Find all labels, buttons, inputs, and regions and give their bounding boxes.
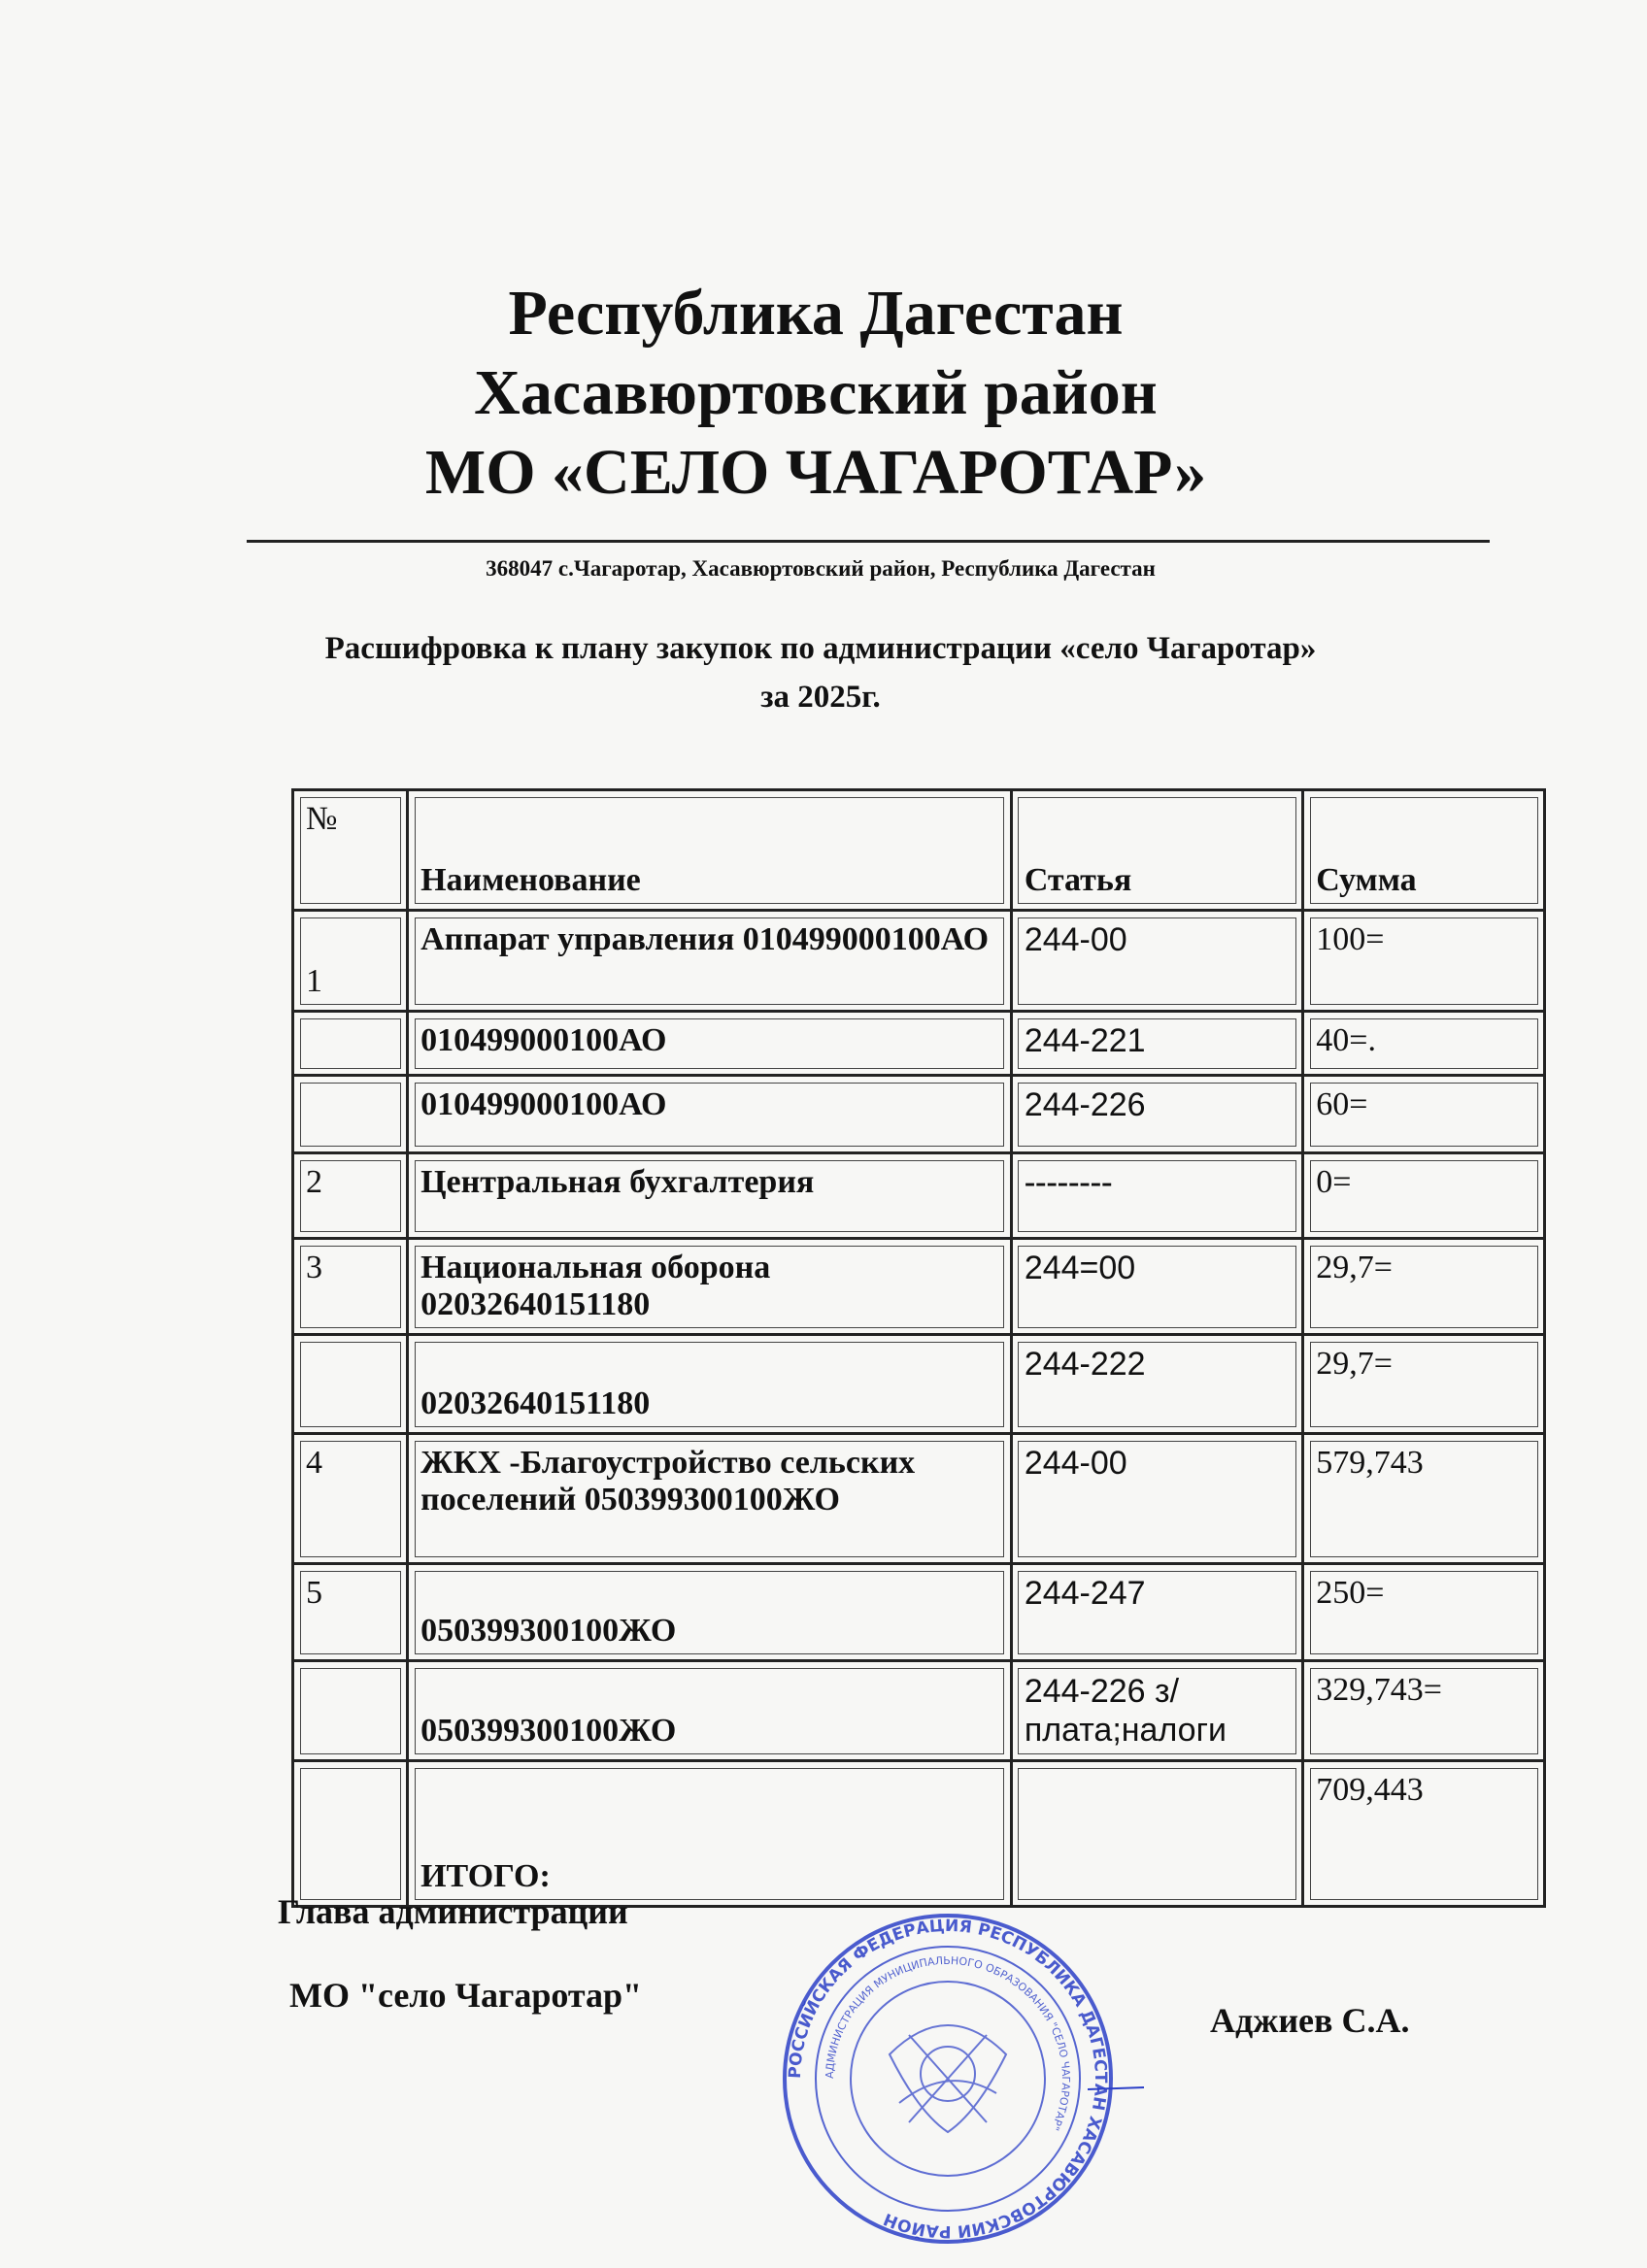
row-name: 02032640151180: [408, 1335, 1012, 1434]
row-name: 010499000100АО: [408, 1012, 1012, 1076]
table-row: [293, 1012, 1545, 1076]
table-row: [293, 1335, 1545, 1434]
letterhead-republic: Республика Дагестан: [508, 278, 1124, 349]
header-num: №: [293, 790, 408, 911]
row-name: ЖКХ -Благоустройство сельских поселений 050399300100ЖО: [408, 1434, 1012, 1564]
table-row: [293, 1239, 1545, 1335]
row-article: 244-221: [1011, 1012, 1302, 1076]
letterhead: [0, 274, 1631, 513]
signature-stroke: [1088, 2078, 1146, 2097]
document-title-line2: за 2025г.: [760, 680, 881, 715]
letterhead-address: 368047 с.Чагаротар, Хасавюртовский район, Республика Дагестан: [486, 556, 1156, 581]
row-num: [293, 1076, 408, 1153]
row-article: 244-226 з/плата;налоги: [1011, 1661, 1302, 1761]
total-label: ИТОГО:: [408, 1761, 1012, 1907]
row-sum: 329,743=: [1303, 1661, 1545, 1761]
table-row: [293, 1564, 1545, 1661]
row-name: Аппарат управления 010499000100АО: [408, 911, 1012, 1012]
row-name: Национальная оборона 02032640151180: [408, 1239, 1012, 1335]
row-num: 5: [293, 1564, 408, 1661]
letterhead-divider: [247, 540, 1490, 543]
table-row: [293, 1434, 1545, 1564]
row-article: 244-222: [1011, 1335, 1302, 1434]
row-sum: 250=: [1303, 1564, 1545, 1661]
document-title-line1: Расшифровка к плану закупок по администрации «село Чагаротар»: [324, 631, 1317, 666]
table-row: [293, 911, 1545, 1012]
row-sum: 60=: [1303, 1076, 1545, 1153]
row-article: 244-247: [1011, 1564, 1302, 1661]
row-num: [293, 1661, 408, 1761]
row-article: 244-00: [1011, 911, 1302, 1012]
signature-name: Аджиев С.А.: [1210, 2001, 1410, 2040]
signature-org: МО "село Чагаротар": [289, 1976, 643, 2015]
row-sum: 40=.: [1303, 1012, 1545, 1076]
row-article: --------: [1011, 1153, 1302, 1239]
seal-inner-text: АДМИНИСТРАЦИЯ МУНИЦИПАЛЬНОГО ОБРАЗОВАНИЯ "СЕЛО ЧАГАРОТАР": [823, 1953, 1073, 2133]
signature-title: Глава администрации: [278, 1892, 628, 1931]
header-article: Статья: [1011, 790, 1302, 911]
row-sum: 29,7=: [1303, 1239, 1545, 1335]
table-row: [293, 1076, 1545, 1153]
seal-emblem-icon: [890, 2025, 1006, 2132]
row-num: 4: [293, 1434, 408, 1564]
table-row: [293, 1153, 1545, 1239]
table-row: [293, 1661, 1545, 1761]
row-name: 050399300100ЖО: [408, 1661, 1012, 1761]
document-title: [0, 624, 1641, 721]
total-sum: 709,443: [1303, 1761, 1545, 1907]
row-sum: 579,743: [1303, 1434, 1545, 1564]
row-num: [293, 1761, 408, 1907]
row-article: 244-226: [1011, 1076, 1302, 1153]
row-sum: 0=: [1303, 1153, 1545, 1239]
official-seal: [773, 1909, 1123, 2249]
header-sum: Сумма: [1303, 790, 1545, 911]
row-num: [293, 1012, 408, 1076]
row-num: [293, 1335, 408, 1434]
row-article: 244-00: [1011, 1434, 1302, 1564]
row-article: 244=00: [1011, 1239, 1302, 1335]
header-name: Наименование: [408, 790, 1012, 911]
table-total-row: [293, 1761, 1545, 1907]
table-header-row: [293, 790, 1545, 911]
row-name: Центральная бухгалтерия: [408, 1153, 1012, 1239]
row-sum: 100=: [1303, 911, 1545, 1012]
row-num: 1: [293, 911, 408, 1012]
letterhead-municipality: МО «СЕЛО ЧАГАРОТАР»: [424, 437, 1207, 508]
row-num: 3: [293, 1239, 408, 1335]
row-name: 050399300100ЖО: [408, 1564, 1012, 1661]
row-article: [1011, 1761, 1302, 1907]
row-sum: 29,7=: [1303, 1335, 1545, 1434]
procurement-table: [291, 788, 1546, 1908]
row-name: 010499000100АО: [408, 1076, 1012, 1153]
seal-outer-text: РОССИЙСКАЯ ФЕДЕРАЦИЯ РЕСПУБЛИКА ДАГЕСТАН ХАСАВЮРТОВСКИЙ РАЙОН: [785, 1916, 1111, 2242]
row-num: 2: [293, 1153, 408, 1239]
letterhead-district: Хасавюртовский район: [474, 357, 1158, 428]
